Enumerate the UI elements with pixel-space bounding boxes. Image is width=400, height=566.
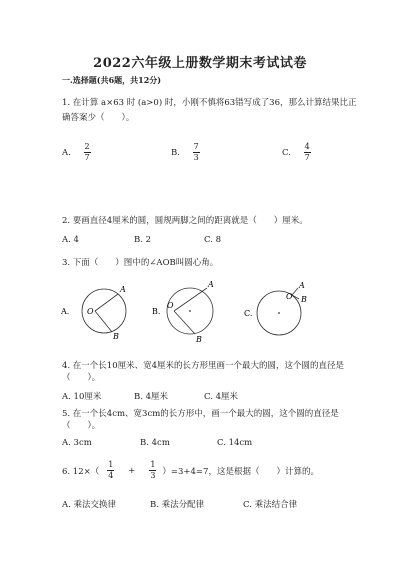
label-o: O: [286, 292, 293, 301]
label-a: A: [299, 281, 305, 290]
ray-oa: [174, 288, 207, 311]
question-4-line-2: （ ）。: [62, 373, 101, 383]
question-1-line-2: 确答案少（ ）。: [62, 113, 135, 123]
label-b: B: [196, 335, 202, 344]
fraction: $\frac{7}{3}$: [193, 142, 199, 162]
q3-figure-a[interactable]: [60, 277, 140, 347]
fraction: $\frac{4}{7}$: [304, 142, 310, 162]
figure-letter: B.: [152, 307, 161, 316]
ray-oa: [95, 294, 118, 311]
q5-option-b[interactable]: B. 4cm: [140, 438, 170, 448]
fraction: $\frac{2}{7}$: [84, 142, 90, 162]
q5-option-c[interactable]: C. 14cm: [217, 438, 253, 448]
q3-figure-c[interactable]: [242, 277, 322, 347]
question-1-line-1: 1. 在计算 a×63 时 (a>0) 时，小刚不慎将63错写成了36，那么计算结果比正: [62, 98, 357, 108]
q6-option-c[interactable]: C. 乘法结合律: [243, 500, 298, 510]
option-letter: A.: [62, 148, 71, 158]
question-3: 3. 下面（ ）图中的∠AOB叫圆心角。: [62, 258, 219, 268]
q1-option-c[interactable]: [282, 143, 311, 162]
q2-option-a[interactable]: A. 4: [62, 235, 79, 245]
label-o: O: [87, 307, 94, 316]
q6-option-b[interactable]: B. 乘法分配律: [150, 500, 205, 510]
q4-option-c[interactable]: C. 4厘米: [204, 392, 239, 402]
q6-suffix: ）=3+4=7，这是根据（ ）计算的。: [162, 466, 319, 477]
question-2: 2. 要画直径4厘米的圆，圆规两脚之间的距离就是（ ）厘米。: [62, 216, 308, 226]
q6-option-a[interactable]: A. 乘法交换律: [62, 500, 117, 510]
center-dot: [189, 310, 191, 312]
plus-sign: +: [128, 465, 136, 476]
page-title: 2022六年级上册数学期末考试试卷: [93, 56, 307, 71]
label-a: A: [120, 285, 126, 294]
option-letter: B.: [171, 148, 180, 158]
label-a: A: [208, 280, 214, 289]
q6-prefix: 6. 12×（: [62, 466, 100, 477]
center-dot: [278, 312, 280, 314]
question-6: [62, 461, 319, 480]
question-4-line-1: 4. 在一个长10厘米、宽4厘米的长方形里画一个最大的圆，这个圆的直径是: [62, 361, 345, 371]
figure-letter: C.: [244, 309, 253, 318]
fraction-one-third: $\frac{1}{3}$: [150, 460, 156, 480]
label-o: O: [167, 301, 174, 310]
q4-option-b[interactable]: B. 4厘米: [134, 392, 169, 402]
q1-option-a[interactable]: [62, 143, 91, 162]
q5-option-a[interactable]: A. 3cm: [62, 438, 92, 448]
ray-oa: [292, 288, 298, 295]
fraction-one-quarter: $\frac{1}{4}$: [108, 460, 114, 480]
option-letter: C.: [282, 148, 291, 158]
q2-option-c[interactable]: C. 8: [204, 235, 222, 245]
q3-figure-b[interactable]: [150, 277, 230, 347]
label-b: B: [113, 332, 119, 341]
figure-letter: A.: [61, 307, 70, 316]
q2-option-b[interactable]: B. 2: [134, 235, 152, 245]
label-b: B: [301, 295, 307, 304]
question-5-line-1: 5. 在一个长4cm、宽3cm的长方形中，画一个最大的圆，这个圆的直径是: [62, 409, 339, 419]
q4-option-a[interactable]: A. 10厘米: [62, 392, 102, 402]
question-5-line-2: （ ）。: [62, 421, 101, 431]
q1-option-b[interactable]: [171, 143, 200, 162]
section-heading: 一.选择题(共6题，共12分): [62, 75, 162, 85]
ray-ob: [95, 311, 112, 332]
